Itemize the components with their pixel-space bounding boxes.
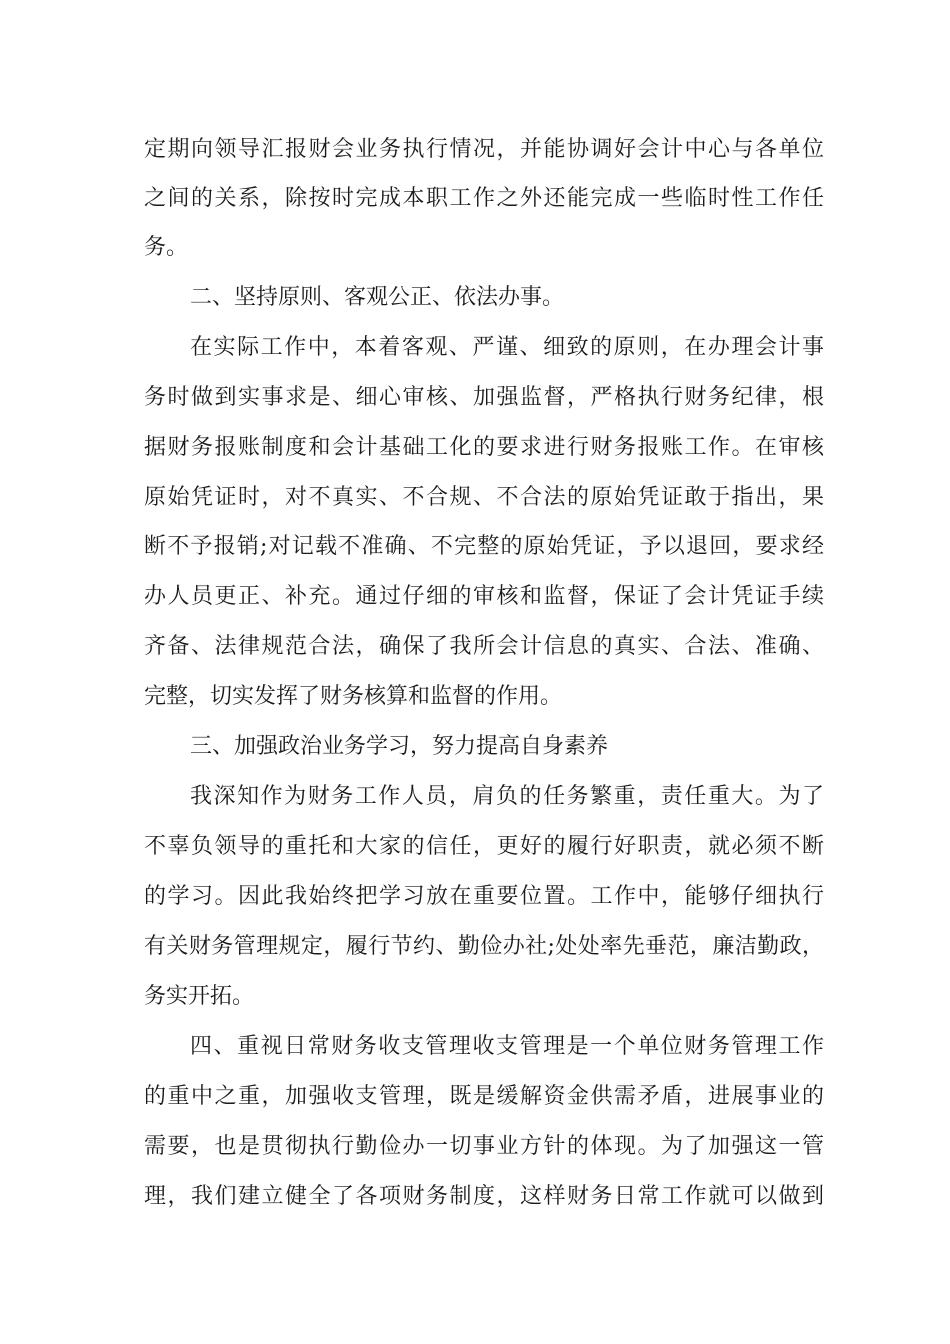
text-line: 原始凭证时，对不真实、不合规、不合法的原始凭证敢于指出，果 xyxy=(144,485,824,510)
text-line: 齐备、法律规范合法，确保了我所会计信息的真实、合法、准确、 xyxy=(144,634,824,659)
text-line: 办人员更正、补充。通过仔细的审核和监督，保证了会计凭证手续 xyxy=(144,584,824,609)
text-line: 之间的关系，除按时完成本职工作之外还能完成一些临时性工作任 xyxy=(144,186,824,211)
text-line: 定期向领导汇报财会业务执行情况，并能协调好会计中心与各单位 xyxy=(144,137,824,162)
text-line: 断不予报销;对记载不准确、不完整的原始凭证，予以退回，要求经 xyxy=(144,534,824,559)
text-line: 有关财务管理规定，履行节约、勤俭办社;处处率先垂范，廉洁勤政， xyxy=(144,934,824,959)
text-line: 完整，切实发挥了财务核算和监督的作用。 xyxy=(144,684,563,709)
text-line: 的学习。因此我始终把学习放在重要位置。工作中，能够仔细执行 xyxy=(144,884,824,909)
text-line: 务。 xyxy=(144,235,189,260)
text-line: 理，我们建立健全了各项财务制度，这样财务日常工作就可以做到 xyxy=(144,1184,824,1209)
section-heading: 二、坚持原则、客观公正、依法办事。 xyxy=(190,285,565,310)
text-line: 需要，也是贯彻执行勤俭办一切事业方针的体现。为了加强这一管 xyxy=(144,1134,824,1159)
text-line: 据财务报账制度和会计基础工化的要求进行财务报账工作。在审核 xyxy=(144,435,824,460)
text-line: 务实开拓。 xyxy=(144,984,255,1009)
text-line: 在实际工作中，本着客观、严谨、细致的原则，在办理会计事 xyxy=(190,335,824,360)
text-line: 务时做到实事求是、细心审核、加强监督，严格执行财务纪律，根 xyxy=(144,385,824,410)
text-line: 的重中之重，加强收支管理，既是缓解资金供需矛盾，进展事业的 xyxy=(144,1084,824,1109)
section-heading: 三、加强政治业务学习，努力提高自身素养 xyxy=(190,734,609,759)
text-line: 我深知作为财务工作人员，肩负的任务繁重，责任重大。为了 xyxy=(190,784,824,809)
section-heading: 四、重视日常财务收支管理收支管理是一个单位财务管理工作 xyxy=(190,1034,824,1059)
text-line: 不辜负领导的重托和大家的信任，更好的履行好职责，就必须不断 xyxy=(144,834,824,859)
